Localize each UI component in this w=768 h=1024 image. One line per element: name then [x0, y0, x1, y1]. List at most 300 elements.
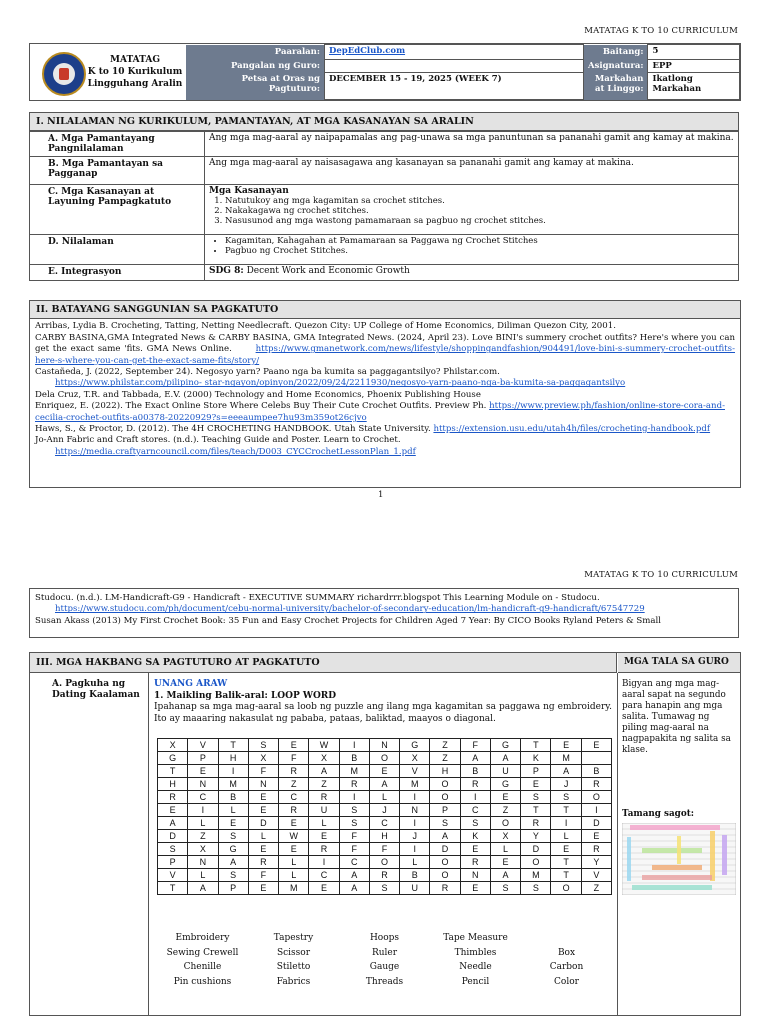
grid-cell: N	[460, 869, 490, 882]
grid-row	[158, 791, 612, 804]
grid-cell: E	[490, 791, 520, 804]
grid-cell: T	[551, 856, 581, 869]
grid-cell: X	[490, 830, 520, 843]
grid-cell: R	[279, 765, 309, 778]
grid-cell: O	[490, 817, 520, 830]
grid-cell: I	[218, 765, 248, 778]
grid-cell: F	[339, 843, 369, 856]
grid-cell: K	[521, 752, 551, 765]
grid-cell: X	[158, 739, 188, 752]
sdg-label: SDG 8:	[209, 266, 244, 276]
grid-cell: G	[158, 752, 188, 765]
grid-cell: X	[188, 843, 218, 856]
grid-cell: S	[218, 869, 248, 882]
word-item: Tapestry	[273, 933, 314, 943]
grid-row	[158, 739, 612, 752]
grid-cell: E	[248, 843, 278, 856]
grid-cell: D	[521, 843, 551, 856]
teacher-notes: Bigyan ang mga mag-aaral sapat na segundo para hanapin ang mga salita. Tumawag ng piling mag-aaral na nagpapakita ng salita sa klase.	[622, 679, 731, 755]
reference-text: Jo-Ann Fabric and Craft stores. (n.d.). Teaching Guide and Poster. Learn to Crochet.	[35, 435, 401, 446]
grid-cell: S	[248, 739, 278, 752]
activity-instructions: Ipahanap sa mga mag-aaral sa loob ng puzzle ang ilang mga kagamitan sa paggawa ng embroidery. Ito ay maaaring nakasulat ng pababa, pataas, baliktad, maayos o diagonal.	[154, 702, 612, 724]
grid-cell: X	[309, 752, 339, 765]
reference-text: Dela Cruz, T.R. and Tabbada, E.V. (2000) Technology and Home Economics, Phoenix Publishing House	[35, 389, 481, 400]
word-item: Pencil	[461, 976, 490, 987]
grid-cell: S	[339, 817, 369, 830]
grid-cell: V	[581, 869, 611, 882]
markahan-value: Ikatlong Markahan	[648, 73, 740, 100]
grid-cell: M	[339, 765, 369, 778]
word-item: Sewing Crewell	[166, 947, 239, 958]
grid-cell: E	[490, 856, 520, 869]
c-item: 1. Natutukoy ang mga kagamitan sa crochet stitches.	[225, 196, 734, 206]
petsa-value: DECEMBER 15 - 19, 2025 (WEEK 7)	[325, 73, 584, 100]
grid-cell: P	[521, 765, 551, 778]
grid-cell: A	[339, 869, 369, 882]
grid-cell: T	[158, 882, 188, 895]
day-label: UNANG ARAW	[154, 679, 228, 689]
grid-cell: E	[279, 817, 309, 830]
reference-text: Susan Akass (2013) My First Crochet Book: 35 Fun and Easy Crochet Projects for Children Aged 7 Year: By CICO Books Ryland Peters & Small	[35, 615, 662, 626]
grid-cell: A	[158, 817, 188, 830]
reference-text: Arribas, Lydia B. Crocheting, Tatting, Netting Needlecraft. Quezon City: UP College of Home Economics, Diliman Quezon City, 2001.	[35, 321, 616, 332]
grid-cell: R	[460, 778, 490, 791]
grid-cell: T	[521, 739, 551, 752]
reference-link[interactable]: https://www.preview.ph/fashion/online-store-cora-and-cecilia-crochet-outfits-a00378-20220929?s=eeeaumpee7hu93m359ot26cjvo	[35, 401, 725, 423]
grid-cell: S	[521, 882, 551, 895]
grid-cell: V	[158, 869, 188, 882]
reference-text: Haws, S., & Proctor, D. (2012). The 4H CROCHETING HANDBOOK. Utah State University.	[35, 424, 431, 435]
grid-cell: E	[158, 804, 188, 817]
reference-link[interactable]: https://www.studocu.com/ph/document/cebu-normal-university/bachelor-of-secondary-education/lm-handicraft-g9-handicraft/67547729	[55, 604, 645, 615]
grid-cell: O	[581, 791, 611, 804]
grid-cell: K	[460, 830, 490, 843]
c-heading: Mga Kasanayan	[209, 186, 289, 196]
title-line: MATATAG	[109, 55, 161, 65]
grid-cell: E	[551, 739, 581, 752]
word-item: Threads	[365, 976, 404, 987]
grid-cell: B	[460, 765, 490, 778]
markahan-label: Markahan at Linggo:	[584, 73, 648, 100]
grid-cell: Z	[188, 830, 218, 843]
word-item: Chenille	[183, 962, 222, 972]
reference-item	[35, 321, 735, 332]
grid-cell: A	[490, 752, 520, 765]
grid-cell: C	[339, 856, 369, 869]
grid-cell: N	[188, 856, 218, 869]
grid-cell: S	[369, 882, 399, 895]
word-item: Pin cushions	[173, 976, 232, 987]
grid-cell: L	[279, 869, 309, 882]
answer-key-thumbnail	[622, 823, 736, 895]
grid-cell: D	[430, 843, 460, 856]
grid-cell: A	[188, 882, 218, 895]
grid-cell: O	[430, 791, 460, 804]
grid-cell: M	[521, 869, 551, 882]
curriculum-tag: MATATAG K TO 10 CURRICULUM	[584, 570, 738, 580]
answer-key-image	[622, 823, 736, 895]
grid-cell: E	[581, 739, 611, 752]
guro-label: Pangalan ng Guro:	[186, 60, 325, 73]
word-item: Gauge	[369, 962, 400, 972]
reference-item	[35, 367, 735, 390]
word-item: Scissor	[276, 947, 311, 958]
reference-text: Enriquez, E. (2022). The Exact Online Store Where Celebs Buy Their Cute Crochet Outfits. Preview Ph.	[35, 401, 487, 412]
label-b: B. Mga Pamantayan sa Pagganap	[30, 157, 205, 185]
grid-row	[158, 882, 612, 895]
grid-cell: I	[188, 804, 218, 817]
grid-cell: T	[551, 804, 581, 817]
reference-link[interactable]: https://extension.usu.edu/utah4h/files/crocheting-handbook.pdf	[433, 424, 711, 435]
reference-text: Castañeda, J. (2022, September 24). Negosyo yarn? Paano nga ba kumita sa paggagantsilyo? Philstar.com.	[35, 367, 500, 378]
title-line: Lingguhang Aralin	[87, 79, 183, 89]
grid-cell: O	[521, 856, 551, 869]
reference-item	[35, 401, 735, 424]
grid-cell: M	[218, 778, 248, 791]
d-item: • Kagamitan, Kahagahan at Pamamaraan sa Paggawa ng Crochet Stitches	[225, 236, 734, 246]
grid-cell: W	[309, 739, 339, 752]
grid-cell: R	[581, 843, 611, 856]
grid-cell: X	[400, 752, 430, 765]
word-item: Color	[554, 976, 579, 987]
word-row	[157, 960, 612, 975]
header-block	[29, 43, 741, 101]
word-item: Stiletto	[276, 962, 311, 972]
label-a: A. Mga Pamantayang Pangnilalaman	[30, 132, 205, 157]
grid-cell: R	[339, 778, 369, 791]
c-item: 3. Nasusunod ang mga wastong pamamaraan sa pagbuo ng crochet stitches.	[225, 216, 734, 226]
grid-cell: O	[430, 778, 460, 791]
grid-cell: P	[430, 804, 460, 817]
label-e: E. Integrasyon	[30, 265, 205, 281]
grid-cell: C	[309, 869, 339, 882]
grid-cell: Z	[430, 752, 460, 765]
grid-cell: H	[369, 830, 399, 843]
reference-link[interactable]: https://www.philstar.com/pilipino- star-ngayon/opinyon/2022/09/24/2211930/negosyo-yarn-paano-nga-ba-kumita-sa-paggagantsilyo	[55, 378, 626, 389]
page-number: 1	[378, 490, 384, 500]
grid-cell: N	[369, 739, 399, 752]
grid-cell: F	[279, 752, 309, 765]
grid-cell: S	[490, 882, 520, 895]
grid-cell: E	[521, 778, 551, 791]
grid-cell: J	[369, 804, 399, 817]
grid-cell: E	[188, 765, 218, 778]
grid-cell: O	[369, 752, 399, 765]
grid-cell: F	[460, 739, 490, 752]
grid-cell: G	[490, 778, 520, 791]
grid-cell: V	[188, 739, 218, 752]
grid-cell: O	[551, 882, 581, 895]
answer-label: Tamang sagot:	[622, 809, 695, 819]
grid-cell: O	[430, 869, 460, 882]
word-row	[157, 975, 612, 990]
grid-cell: E	[248, 882, 278, 895]
section-2-title: II. BATAYANG SANGGUNIAN SA PAGKATUTO	[30, 301, 740, 319]
grid-cell: H	[218, 752, 248, 765]
grid-cell: R	[248, 856, 278, 869]
paaralan-link[interactable]: DepEdClub.com	[329, 46, 406, 56]
grid-cell: B	[400, 869, 430, 882]
grid-cell: B	[581, 765, 611, 778]
grid-cell: L	[309, 817, 339, 830]
text-a: Ang mga mag-aaral ay naipapamalas ang pag-unawa sa mga panuntunan sa pananahi gamit ang kamay at makina.	[205, 132, 739, 157]
grid-cell: R	[581, 778, 611, 791]
grid-cell: U	[309, 804, 339, 817]
asignatura-label: Asignatura:	[584, 60, 648, 73]
word-row	[157, 931, 612, 946]
grid-row	[158, 778, 612, 791]
activity-block	[154, 679, 612, 725]
reference-item	[35, 390, 735, 401]
grid-cell: G	[490, 739, 520, 752]
grid-cell: I	[460, 791, 490, 804]
grid-cell: E	[551, 843, 581, 856]
grid-cell: R	[369, 869, 399, 882]
grid-cell: C	[279, 791, 309, 804]
grid-cell: V	[400, 765, 430, 778]
word-list	[157, 931, 612, 989]
grid-cell: A	[490, 869, 520, 882]
grid-cell: L	[279, 856, 309, 869]
grid-cell: E	[248, 791, 278, 804]
grid-cell: G	[400, 739, 430, 752]
grid-cell: P	[218, 882, 248, 895]
grid-cell: J	[551, 778, 581, 791]
reference-text: Studocu. (n.d.). LM-Handicraft-G9 - Handicraft - EXECUTIVE SUMMARY richardrrr.blogspot This Learning Module on - Studocu.	[35, 593, 600, 603]
word-item: Tape Measure	[443, 933, 508, 943]
grid-cell: M	[551, 752, 581, 765]
grid-cell: R	[309, 843, 339, 856]
word-item: Fabrics	[276, 976, 311, 987]
word-item: Hoops	[369, 933, 400, 943]
grid-cell: F	[248, 765, 278, 778]
reference-link[interactable]: https://www.gmanetwork.com/news/lifestyle/shoppingandfashion/904491/love-bini-s-summery-crochet-outfits-here-s-where-you-can-get-the-exact-same-fits/story/	[35, 344, 735, 366]
grid-cell: I	[339, 739, 369, 752]
grid-cell: L	[551, 830, 581, 843]
section-1	[29, 112, 739, 281]
grid-cell: I	[400, 843, 430, 856]
word-item: Thimbles	[454, 947, 497, 958]
petsa-label: Petsa at Oras ng Pagtuturo:	[186, 73, 325, 100]
reference-item	[35, 435, 735, 458]
baitang-label: Baitang:	[584, 45, 648, 60]
reference-text: CARBY BASINA,GMA Integrated News & CARBY BASINA, GMA Integrated News. (2024, April 23). Love BINI's summery crochet outfits? Here's where you can get the exact same 'fits. GMA News Online.	[35, 332, 735, 355]
grid-cell: E	[279, 843, 309, 856]
c-item: 2. Nakakagawa ng crochet stitches.	[225, 206, 734, 216]
grid-cell: S	[460, 817, 490, 830]
grid-row	[158, 830, 612, 843]
grid-cell: S	[339, 804, 369, 817]
grid-cell: Z	[490, 804, 520, 817]
reference-item	[35, 593, 733, 616]
grid-cell: H	[158, 778, 188, 791]
text-b: Ang mga mag-aaral ay naisasagawa ang kasanayan sa pananahi gamit ang kamay at makina.	[205, 157, 739, 185]
word-item: Ruler	[371, 947, 398, 958]
grid-cell: Z	[581, 882, 611, 895]
word-item	[521, 931, 612, 946]
grid-cell: L	[188, 817, 218, 830]
grid-cell: D	[248, 817, 278, 830]
grid-cell: I	[581, 804, 611, 817]
grid-cell: L	[490, 843, 520, 856]
grid-cell: G	[218, 843, 248, 856]
word-item: Embroidery	[175, 933, 230, 943]
grid-cell: L	[369, 791, 399, 804]
grid-cell: D	[158, 830, 188, 843]
reference-link[interactable]: https://media.craftyarncouncil.com/files/teach/D003_CYCCrochetLessonPlan_1.pdf	[55, 446, 416, 457]
grid-row	[158, 856, 612, 869]
label-c: C. Mga Kasanayan at Layuning Pampagkatuto	[30, 185, 205, 235]
grid-cell: Z	[309, 778, 339, 791]
grid-cell: R	[309, 791, 339, 804]
grid-cell: X	[248, 752, 278, 765]
grid-cell: E	[279, 739, 309, 752]
grid-cell: A	[339, 882, 369, 895]
paaralan-label: Paaralan:	[186, 45, 325, 60]
section-1-title: I. NILALAMAN NG KURIKULUM, PAMANTAYAN, AT MGA KASANAYAN SA ARALIN	[29, 112, 739, 131]
grid-row	[158, 752, 612, 765]
grid-cell: M	[400, 778, 430, 791]
grid-cell: B	[218, 791, 248, 804]
grid-cell: C	[460, 804, 490, 817]
grid-cell: A	[430, 830, 460, 843]
grid-cell: R	[430, 882, 460, 895]
grid-cell: S	[158, 843, 188, 856]
label-d: D. Nilalaman	[30, 235, 205, 265]
grid-cell: P	[188, 752, 218, 765]
word-item: Box	[557, 947, 576, 958]
grid-cell: E	[218, 817, 248, 830]
grid-cell	[581, 752, 611, 765]
reference-item	[35, 424, 735, 435]
grid-cell: F	[369, 843, 399, 856]
grid-cell: T	[521, 804, 551, 817]
word-row	[157, 946, 612, 961]
section-2	[29, 300, 741, 488]
grid-cell: F	[339, 830, 369, 843]
reference-item	[35, 616, 733, 627]
grid-cell: N	[188, 778, 218, 791]
grid-cell: N	[248, 778, 278, 791]
grid-cell: E	[460, 882, 490, 895]
grid-cell: P	[158, 856, 188, 869]
title-line: K to 10 Kurikulum	[87, 67, 183, 77]
d-item: • Pagbuo ng Crochet Stitches.	[225, 246, 734, 256]
curriculum-tag: MATATAG K TO 10 CURRICULUM	[584, 26, 738, 36]
grid-row	[158, 869, 612, 882]
grid-cell: E	[369, 765, 399, 778]
grid-cell: E	[460, 843, 490, 856]
reference-item	[35, 333, 735, 367]
asignatura-value: EPP	[648, 60, 740, 73]
grid-cell: Z	[279, 778, 309, 791]
grid-cell: Y	[521, 830, 551, 843]
page2-references	[29, 588, 739, 638]
grid-cell: A	[369, 778, 399, 791]
word-item: Needle	[459, 962, 492, 972]
guro-value	[325, 60, 584, 73]
grid-cell: S	[521, 791, 551, 804]
grid-cell: Z	[430, 739, 460, 752]
grid-cell: W	[279, 830, 309, 843]
grid-cell: R	[460, 856, 490, 869]
grid-cell: D	[581, 817, 611, 830]
grid-cell: L	[248, 830, 278, 843]
grid-row	[158, 765, 612, 778]
lesson-title	[86, 54, 184, 90]
grid-cell: A	[309, 765, 339, 778]
section-3-title: III. MGA HAKBANG SA PAGTUTURO AT PAGKATUTO	[30, 653, 617, 673]
grid-row	[158, 843, 612, 856]
grid-cell: T	[551, 869, 581, 882]
grid-cell: B	[339, 752, 369, 765]
word-item: Carbon	[549, 962, 584, 972]
section-1-table	[29, 131, 739, 281]
grid-cell: Y	[581, 856, 611, 869]
grid-cell: C	[369, 817, 399, 830]
text-e	[205, 265, 739, 281]
grid-cell: E	[581, 830, 611, 843]
grid-cell: T	[158, 765, 188, 778]
grid-cell: C	[188, 791, 218, 804]
deped-seal-icon	[42, 52, 86, 96]
grid-cell: M	[279, 882, 309, 895]
grid-cell: I	[309, 856, 339, 869]
grid-cell: E	[309, 882, 339, 895]
grid-cell: I	[551, 817, 581, 830]
grid-cell: S	[430, 817, 460, 830]
grid-cell: F	[248, 869, 278, 882]
grid-cell: A	[460, 752, 490, 765]
grid-cell: S	[551, 791, 581, 804]
word-puzzle-grid	[157, 738, 612, 895]
grid-row	[158, 804, 612, 817]
grid-cell: L	[188, 869, 218, 882]
grid-cell: H	[430, 765, 460, 778]
activity-title: 1. Maikling Balik-aral: LOOP WORD	[154, 690, 337, 701]
grid-cell: T	[218, 739, 248, 752]
text-c	[205, 185, 739, 235]
section-3	[29, 652, 741, 1016]
reference-list	[30, 319, 740, 460]
baitang-value: 5	[648, 45, 740, 60]
grid-cell: E	[248, 804, 278, 817]
grid-cell: N	[400, 804, 430, 817]
grid-cell: L	[400, 856, 430, 869]
info-table	[186, 44, 740, 100]
grid-cell: I	[339, 791, 369, 804]
grid-cell: U	[490, 765, 520, 778]
grid-cell: L	[218, 804, 248, 817]
grid-cell: O	[369, 856, 399, 869]
sdg-text: Decent Work and Economic Growth	[246, 266, 410, 276]
grid-cell: I	[400, 791, 430, 804]
grid-cell: U	[400, 882, 430, 895]
text-d	[205, 235, 739, 265]
grid-cell: O	[430, 856, 460, 869]
grid-cell: R	[279, 804, 309, 817]
grid-cell: J	[400, 830, 430, 843]
grid-row	[158, 817, 612, 830]
grid-cell: R	[158, 791, 188, 804]
grid-cell: A	[218, 856, 248, 869]
grid-cell: I	[400, 817, 430, 830]
notes-title: MGA TALA SA GURO	[618, 653, 740, 673]
grid-cell: R	[521, 817, 551, 830]
grid-cell: E	[309, 830, 339, 843]
grid-cell: S	[218, 830, 248, 843]
grid-cell: A	[551, 765, 581, 778]
